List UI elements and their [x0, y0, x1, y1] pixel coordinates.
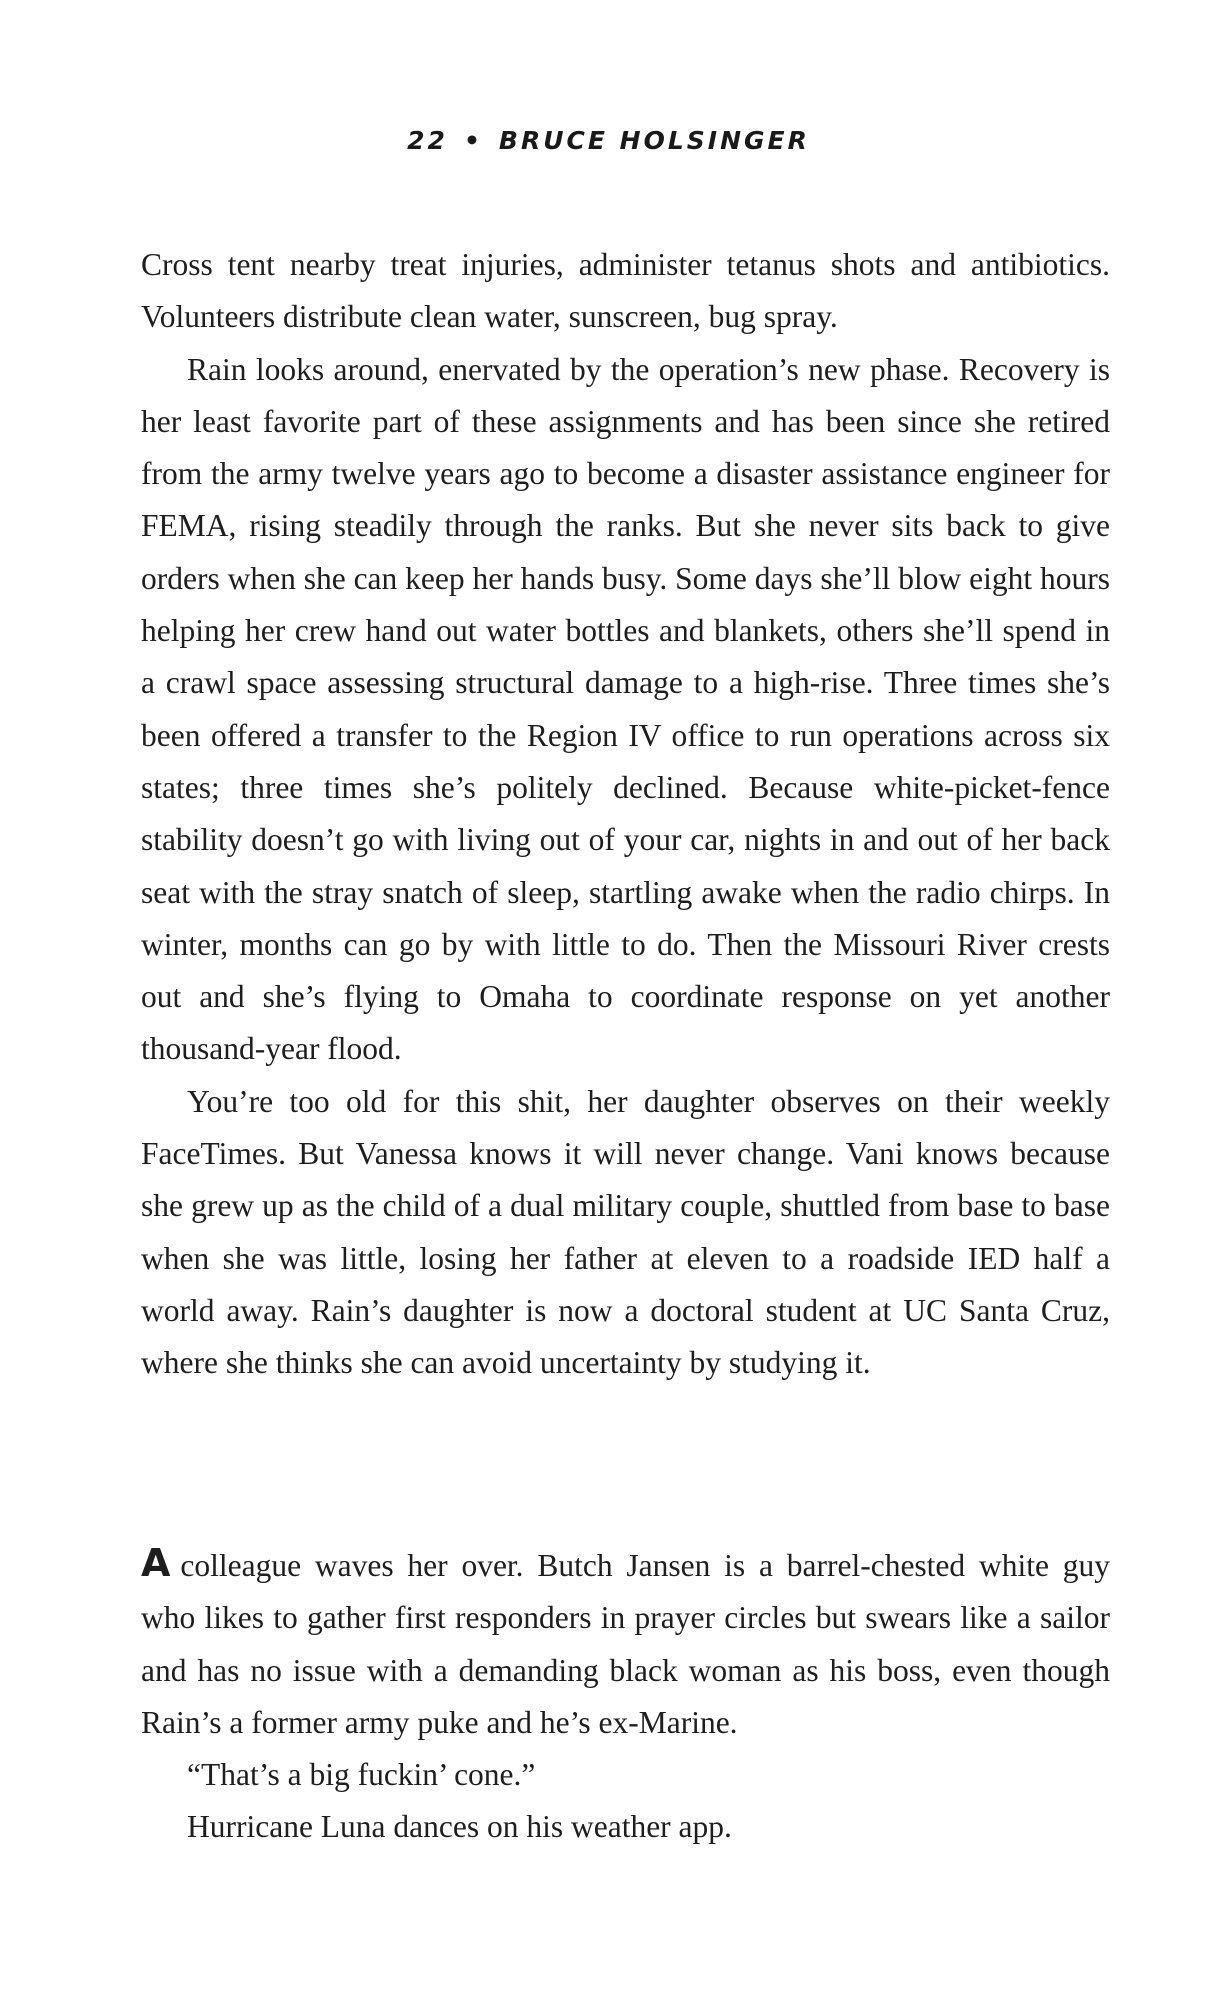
section-one — [141, 239, 1110, 1390]
paragraph-colleague-text: colleague waves her over. Butch Jansen is a barrel-chested white guy who likes to gather first responders in prayer circles but swears like a sailor and has no issue with a demanding black woman as his boss, even though Rain’s a former army puke and he’s ex-Marine. — [141, 1548, 1110, 1740]
paragraph-continued: Cross tent nearby treat injuries, administer tetanus shots and antibiotics. Volunteers distribute clean water, sunscreen, bug spray. — [141, 247, 1110, 335]
paragraph-weather-app: Hurricane Luna dances on his weather app. — [187, 1809, 732, 1845]
paragraph-dialogue: “That’s a big fuckin’ cone.” — [187, 1757, 536, 1793]
paragraph-daughter: You’re too old for this shit, her daughter observes on their weekly FaceTimes. But Vanessa knows it will never change. Vani knows because she grew up as the child of a dual military couple, shuttled from base to base when she was little, losing her father at eleven to a roadside IED half a world away. Rain’s daughter is now a doctoral student at UC Santa Cruz, where she thinks she can avoid uncertainty by studying it. — [141, 1083, 1110, 1381]
running-head — [0, 126, 1217, 155]
paragraph-recovery: Rain looks around, enervated by the operation’s new phase. Recovery is her least favorite part of these assignments and has been since she retired from the army twelve years ago to become a disaster assistance engineer for FEMA, rising steadily through the ranks. But she never sits back to give orders when she can keep her hands busy. Some days she’ll blow eight hours helping her crew hand out water bottles and blankets, others she’ll spend in a crawl space assessing structural damage to a high-rise. Three times she’s been offered a transfer to the Region IV office to run operations across six states; three times she’s politely declined. Because white-picket-fence stability doesn’t go with living out of your car, nights in and out of her back seat with the stray snatch of sleep, startling awake when the radio chirps. In winter, months can go by with little to do. Then the Missouri River crests out and she’s flying to Omaha to coordinate response on yet another thousand-year flood. — [141, 351, 1110, 1067]
author-name: BRUCE HOLSINGER — [498, 126, 810, 155]
section-initial-letter: A — [141, 1541, 171, 1585]
page-number: 22 — [407, 126, 448, 155]
header-separator: • — [463, 126, 483, 155]
paragraph-colleague — [141, 1537, 1110, 1749]
section-two — [141, 1537, 1110, 1854]
